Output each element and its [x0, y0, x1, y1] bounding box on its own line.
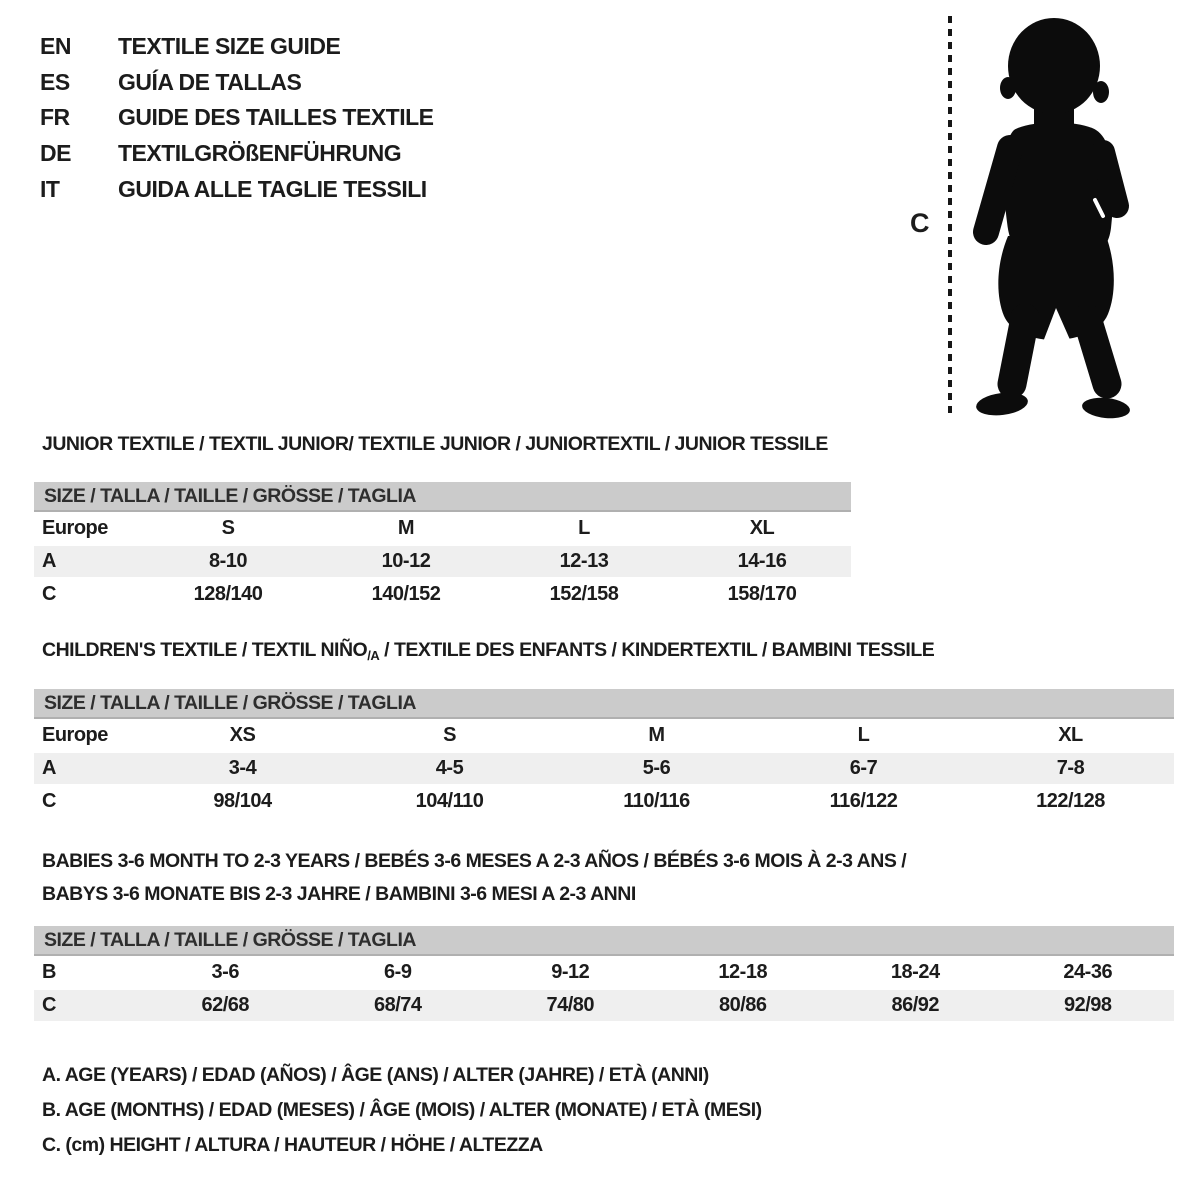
junior-size-table: [34, 513, 851, 610]
junior-size-header-bar: SIZE / TALLA / TAILLE / GRÖSSE / TAGLIA: [34, 482, 851, 512]
size-cell: S: [443, 724, 456, 746]
children-size-header-bar: SIZE / TALLA / TAILLE / GRÖSSE / TAGLIA: [34, 689, 1174, 719]
guide-title-en: TEXTILE SIZE GUIDE: [118, 33, 341, 60]
language-row-es: [40, 65, 434, 101]
height-cell: 74/80: [484, 989, 657, 1022]
height-cell: 86/92: [829, 989, 1002, 1022]
age-cell: 5-6: [553, 752, 760, 785]
months-cell: 12-18: [718, 961, 768, 983]
row-label: A: [34, 752, 139, 785]
babies-size-table: [34, 957, 1174, 1023]
size-cell: XL: [749, 517, 775, 539]
legend-line-c: C. (cm) HEIGHT / ALTURA / HAUTEUR / HÖHE / ALTEZZA: [42, 1134, 543, 1156]
months-cell: 6-9: [384, 961, 412, 983]
legend-line-b: B. AGE (MONTHS) / EDAD (MESES) / ÂGE (MOIS) / ALTER (MONATE) / ETÀ (MESI): [42, 1099, 762, 1121]
language-code: ES: [40, 68, 70, 95]
language-code: DE: [40, 140, 71, 167]
guide-title-de: TEXTILGRÖßENFÜHRUNG: [118, 140, 402, 167]
legend-line-a: A. AGE (YEARS) / EDAD (AÑOS) / ÂGE (ANS) / ALTER (JAHRE) / ETÀ (ANNI): [42, 1064, 709, 1086]
months-cell: 18-24: [890, 961, 940, 983]
row-label: C: [42, 790, 56, 812]
height-cell: 68/74: [312, 989, 485, 1022]
language-code: FR: [40, 104, 70, 131]
row-label: Europe: [42, 724, 108, 746]
language-code: EN: [40, 33, 71, 60]
children-row-height: [34, 785, 1174, 817]
age-cell: 7-8: [967, 752, 1174, 785]
size-cell: M: [397, 517, 415, 539]
months-cell: 24-36: [1063, 961, 1113, 983]
height-measure-dashed-line: [948, 16, 952, 413]
age-cell: 14-16: [673, 545, 851, 578]
guide-title-fr: GUIDE DES TAILLES TEXTILE: [118, 104, 434, 131]
height-cell: 80/86: [657, 989, 830, 1022]
babies-section-heading: [42, 845, 906, 911]
children-heading-sub: /A: [367, 648, 380, 663]
size-cell: S: [221, 517, 235, 539]
children-row-age: [34, 752, 1174, 785]
age-cell: 10-12: [317, 545, 495, 578]
months-cell: 3-6: [211, 961, 239, 983]
babies-row-months: [34, 957, 1174, 989]
age-cell: 8-10: [139, 545, 317, 578]
language-row-en: [40, 29, 434, 65]
junior-row-europe: [34, 513, 851, 545]
months-cell: 9-12: [551, 961, 590, 983]
height-cell: 158/170: [727, 583, 797, 605]
age-cell: 6-7: [760, 752, 967, 785]
age-cell: 4-5: [346, 752, 553, 785]
height-cell: 62/68: [139, 989, 312, 1022]
row-label: C: [42, 583, 56, 605]
guide-title-es: GUÍA DE TALLAS: [118, 68, 302, 95]
row-label: A: [34, 545, 139, 578]
height-cell: 122/128: [1036, 790, 1105, 812]
height-cell: 140/152: [371, 583, 441, 605]
size-cell: M: [648, 724, 665, 746]
height-cell: 110/116: [623, 790, 690, 812]
children-row-europe: [34, 720, 1174, 752]
height-cell: 128/140: [193, 583, 263, 605]
language-row-fr: [40, 100, 434, 136]
height-cell: 92/98: [1002, 989, 1175, 1022]
baby-toddler-silhouette-icon: [968, 12, 1140, 420]
language-title-list: [40, 29, 434, 207]
height-cell: 152/158: [549, 583, 619, 605]
children-section-heading: [42, 639, 934, 663]
children-heading-pre: CHILDREN'S TEXTILE / TEXTIL NIÑO: [42, 639, 368, 661]
children-size-table: [34, 720, 1174, 817]
babies-size-header-bar: SIZE / TALLA / TAILLE / GRÖSSE / TAGLIA: [34, 926, 1174, 956]
babies-heading-line1: BABIES 3-6 MONTH TO 2-3 YEARS / BEBÉS 3-6 MESES A 2-3 AÑOS / BÉBÉS 3-6 MOIS À 2-3 ANS /: [42, 850, 907, 872]
junior-row-age: [34, 545, 851, 578]
junior-section-heading: JUNIOR TEXTILE / TEXTIL JUNIOR/ TEXTILE JUNIOR / JUNIORTEXTIL / JUNIOR TESSILE: [42, 433, 828, 455]
babies-heading-line2: BABYS 3-6 MONATE BIS 2-3 JAHRE / BAMBINI 3-6 MESI A 2-3 ANNI: [42, 883, 636, 905]
language-row-it: [40, 171, 434, 207]
guide-title-it: GUIDA ALLE TAGLIE TESSILI: [118, 175, 427, 202]
row-label: B: [42, 961, 56, 983]
age-cell: 12-13: [495, 545, 673, 578]
babies-row-height: [34, 989, 1174, 1022]
language-row-de: [40, 136, 434, 172]
size-cell: XS: [229, 724, 256, 746]
height-cell: 104/110: [415, 790, 484, 812]
junior-row-height: [34, 578, 851, 610]
language-code: IT: [40, 175, 60, 202]
measure-legend: [42, 1064, 762, 1169]
height-measure-label: C: [910, 208, 930, 238]
children-heading-post: / TEXTILE DES ENFANTS / KINDERTEXTIL / BAMBINI TESSILE: [379, 639, 935, 661]
height-cell: 116/122: [829, 790, 898, 812]
size-cell: L: [578, 517, 590, 539]
size-cell: XL: [1058, 724, 1083, 746]
row-label: Europe: [42, 517, 108, 539]
size-cell: L: [857, 724, 870, 746]
age-cell: 3-4: [139, 752, 346, 785]
row-label: C: [34, 989, 139, 1022]
height-cell: 98/104: [213, 790, 272, 812]
